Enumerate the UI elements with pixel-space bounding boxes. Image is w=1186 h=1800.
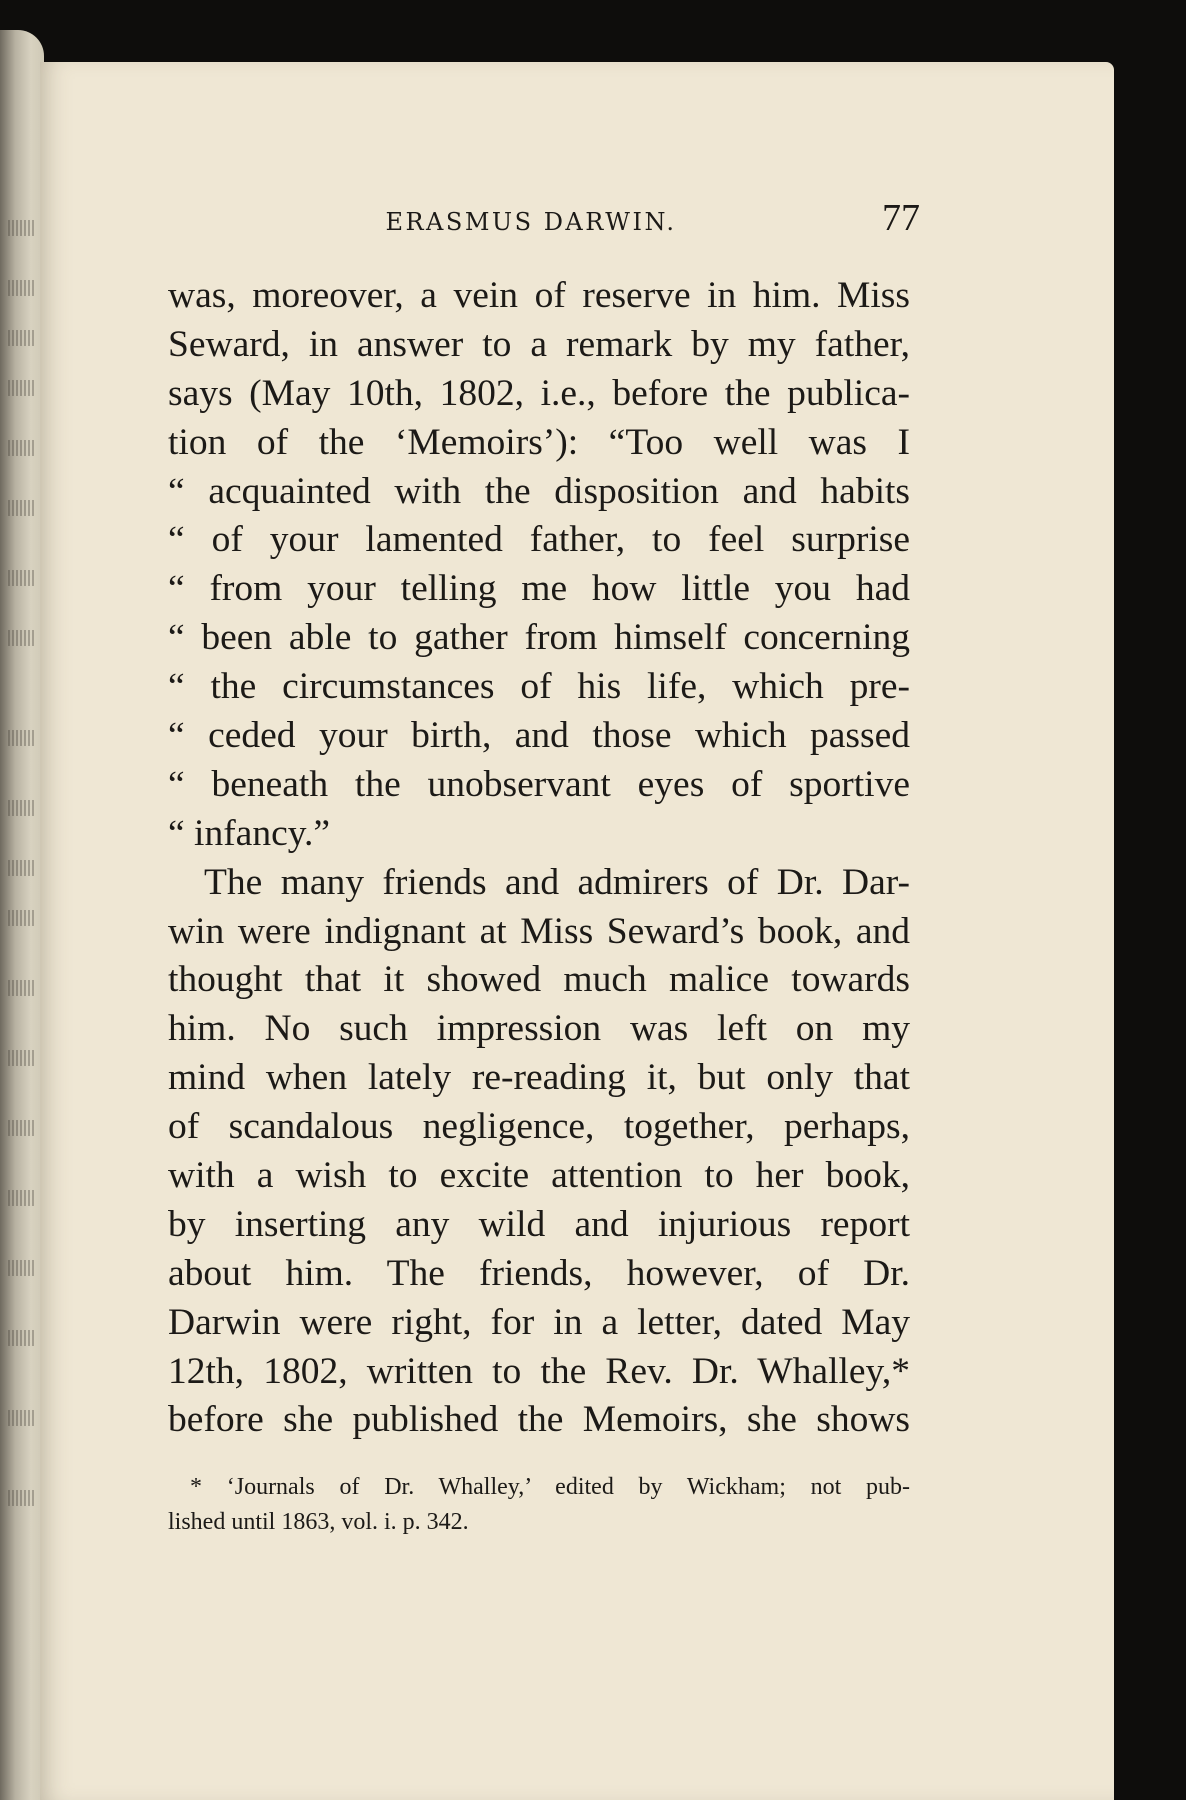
text-line: says (May 10th, 1802, i.e., before the publica- — [168, 372, 910, 414]
text-line: win were indignant at Miss Seward’s book, and — [168, 910, 910, 952]
text-line: thought that it showed much malice towards — [168, 959, 910, 1001]
text-line: “ from your telling me how little you had — [168, 568, 910, 610]
text-line: by inserting any wild and injurious report — [168, 1203, 910, 1245]
text-line: “ infancy.” — [168, 812, 331, 854]
bleed-through-mark — [8, 440, 34, 456]
text-line: Darwin were right, for in a letter, dated May — [168, 1301, 910, 1343]
bleed-through-mark — [8, 570, 34, 586]
text-line: “ of your lamented father, to feel surprise — [168, 519, 910, 561]
footnote-line: * ‘Journals of Dr. Whalley,’ edited by Wickham; not pub- — [190, 1474, 910, 1500]
page-number: 77 — [882, 197, 920, 239]
bleed-through-mark — [8, 1050, 34, 1066]
bleed-through-mark — [8, 1410, 34, 1426]
text-line: before she published the Memoirs, she shows — [168, 1399, 910, 1441]
bleed-through-mark — [8, 1120, 34, 1136]
bleed-through-mark — [8, 910, 34, 926]
text-line: about him. The friends, however, of Dr. — [168, 1252, 910, 1294]
bleed-through-mark — [8, 1490, 34, 1506]
bleed-through-mark — [8, 980, 34, 996]
text-line: “ the circumstances of his life, which pre- — [168, 666, 910, 708]
bleed-through-mark — [8, 280, 34, 296]
previous-pages-edge — [0, 30, 44, 1800]
bleed-through-mark — [8, 500, 34, 516]
bleed-through-mark — [8, 800, 34, 816]
bleed-through-mark — [8, 1260, 34, 1276]
footnote-line: lished until 1863, vol. i. p. 342. — [168, 1509, 469, 1535]
text-line: Seward, in answer to a remark by my father, — [168, 323, 910, 365]
text-line: was, moreover, a vein of reserve in him. Miss — [168, 275, 910, 316]
body-text — [168, 272, 910, 1445]
text-line: “ ceded your birth, and those which passed — [168, 715, 910, 757]
text-line: “ beneath the unobservant eyes of sportive — [168, 763, 910, 805]
bleed-through-mark — [8, 330, 34, 346]
bleed-through-mark — [8, 630, 34, 646]
text-line: with a wish to excite attention to her book, — [168, 1155, 910, 1197]
text-line: 12th, 1802, written to the Rev. Dr. Whalley,* — [168, 1350, 910, 1392]
bleed-through-mark — [8, 1190, 34, 1206]
footnote — [168, 1470, 910, 1540]
running-head — [142, 196, 920, 244]
text-line: him. No such impression was left on my — [168, 1008, 910, 1050]
text-line: mind when lately re-reading it, but only that — [168, 1057, 910, 1099]
bleed-through-mark — [8, 380, 34, 396]
text-line: tion of the ‘Memoirs’): “Too well was I — [168, 421, 910, 463]
running-head-title: ERASMUS DARWIN. — [385, 208, 677, 236]
bleed-through-mark — [8, 220, 34, 236]
paragraph-start-line: The many friends and admirers of Dr. Dar- — [204, 861, 910, 903]
text-line: “ been able to gather from himself concerning — [168, 617, 910, 659]
bleed-through-mark — [8, 860, 34, 876]
bleed-through-mark — [8, 730, 34, 746]
text-line: “ acquainted with the disposition and habits — [168, 470, 910, 512]
bleed-through-mark — [8, 1330, 34, 1346]
text-line: of scandalous negligence, together, perhaps, — [168, 1106, 910, 1148]
